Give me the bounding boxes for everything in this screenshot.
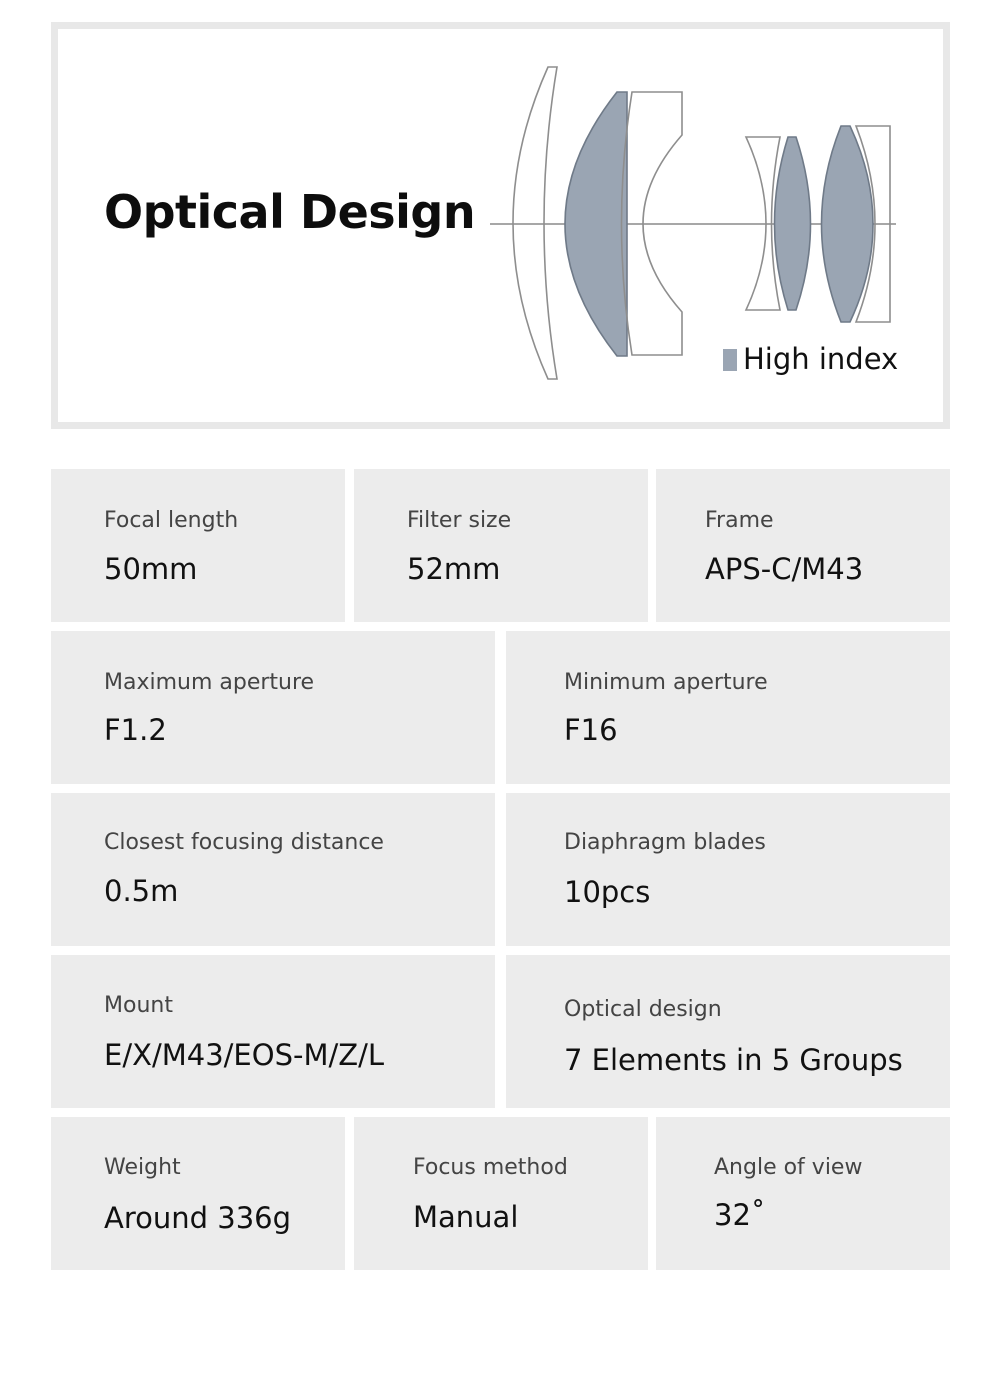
spec-value: Around 336g (104, 1201, 292, 1235)
spec-value: E/X/M43/EOS-M/Z/L (104, 1038, 385, 1072)
lens-element-5 (775, 137, 811, 310)
spec-optical-design (506, 955, 950, 1108)
optical-design-title: Optical Design (104, 185, 476, 239)
spec-label: Diaphragm blades (564, 830, 766, 855)
spec-value: 32˚ (714, 1198, 766, 1232)
spec-label: Frame (705, 508, 774, 533)
spec-focus-method (354, 1117, 648, 1270)
spec-label: Mount (104, 993, 173, 1018)
spec-value: F16 (564, 713, 618, 747)
spec-filter-size (354, 469, 648, 622)
spec-frame (656, 469, 950, 622)
spec-angle-of-view (656, 1117, 950, 1270)
legend (723, 342, 899, 376)
spec-label: Optical design (564, 997, 722, 1022)
spec-focal-length (51, 469, 345, 622)
spec-label: Filter size (407, 508, 512, 533)
optical-design-panel (51, 22, 950, 429)
spec-mount (51, 955, 495, 1108)
spec-label: Minimum aperture (564, 670, 768, 695)
spec-label: Weight (104, 1155, 181, 1180)
spec-label: Focal length (104, 508, 239, 533)
spec-label: Maximum aperture (104, 670, 315, 695)
spec-value: 0.5m (104, 874, 179, 908)
spec-value: 10pcs (564, 875, 651, 909)
spec-value: Manual (413, 1200, 519, 1234)
spec-value: 52mm (407, 552, 501, 586)
lens-element-2 (565, 92, 627, 356)
spec-closest-focusing-distance (51, 793, 495, 946)
legend-label: High index (743, 342, 899, 376)
spec-weight (51, 1117, 345, 1270)
spec-maximum-aperture (51, 631, 495, 784)
lens-element-1 (513, 67, 557, 379)
spec-value: APS-C/M43 (705, 552, 864, 586)
spec-value: 50mm (104, 552, 198, 586)
spec-label: Angle of view (714, 1155, 863, 1180)
high-index-swatch (723, 349, 737, 371)
spec-value: F1.2 (104, 713, 167, 747)
spec-minimum-aperture (506, 631, 950, 784)
spec-diaphragm-blades (506, 793, 950, 946)
spec-label: Focus method (413, 1155, 568, 1180)
spec-label: Closest focusing distance (104, 830, 384, 855)
spec-value: 7 Elements in 5 Groups (564, 1043, 903, 1077)
